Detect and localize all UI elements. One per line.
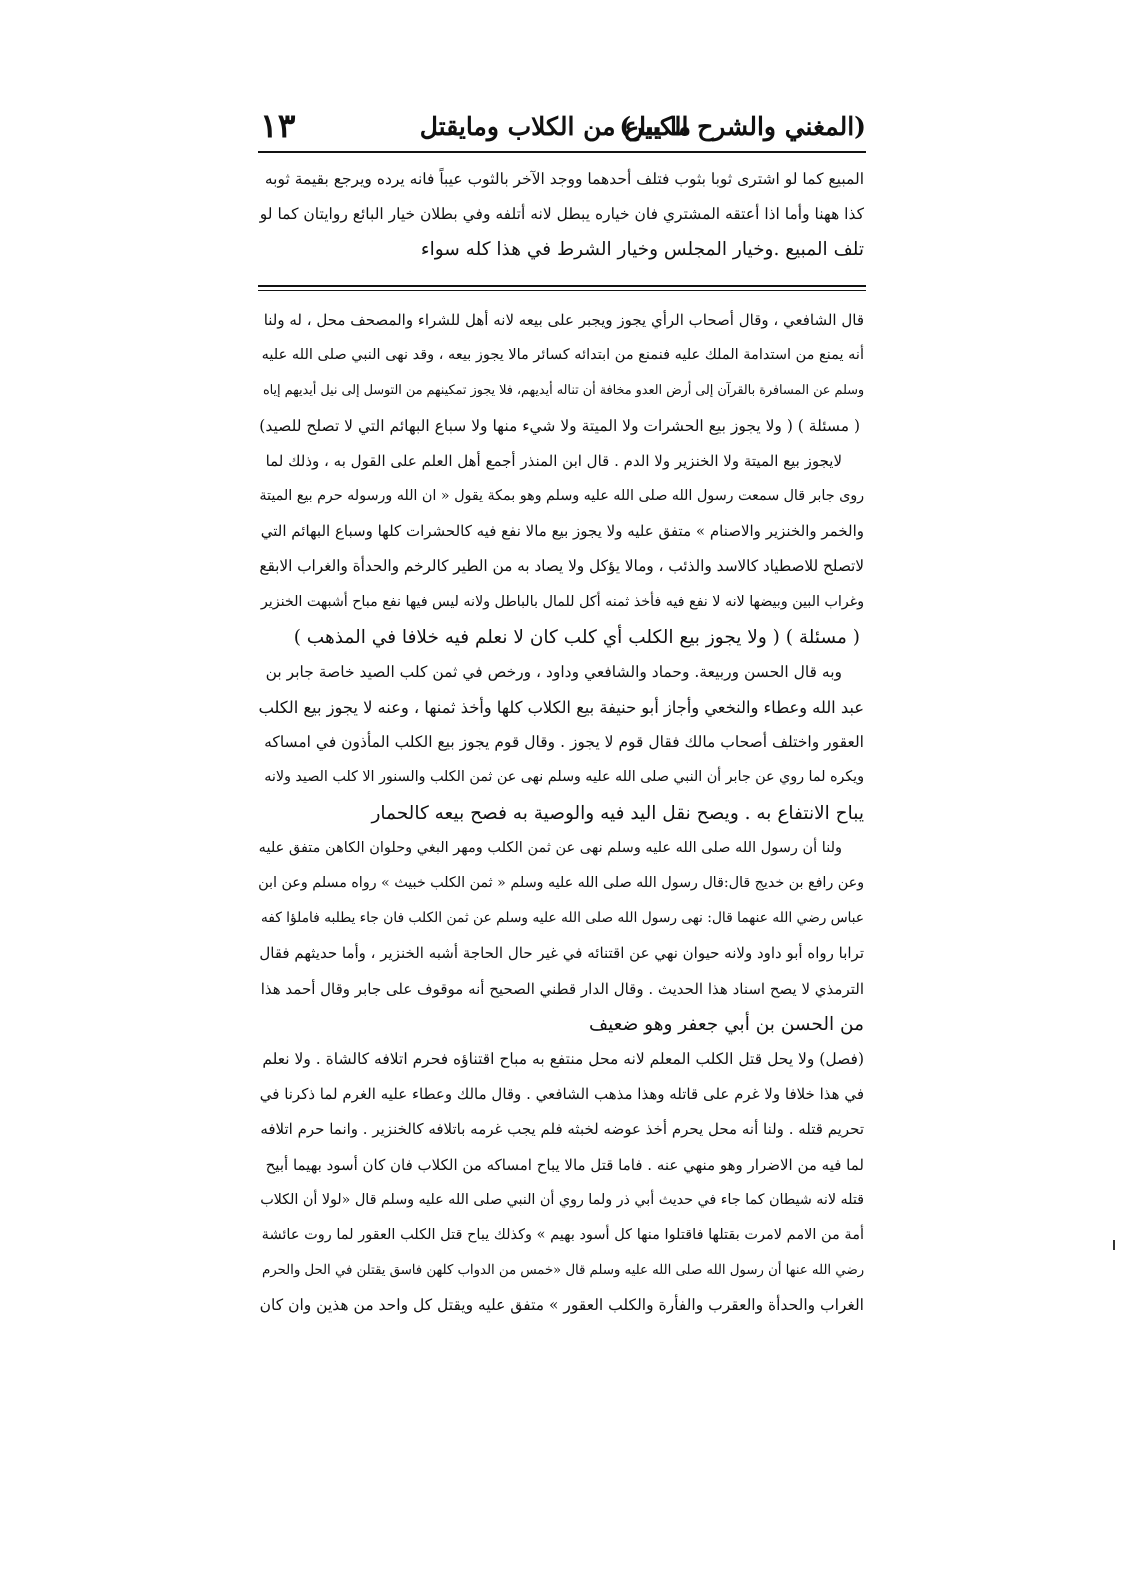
text-line: ترابا رواه أبو داود ولانه حيوان نهي عن اقتنائه في غير حال الحاجة أشبه الخنزير ، وأما حديثهم فقال (259, 944, 864, 963)
text-line: ويكره لما روي عن جابر أن النبي صلى الله عليه وسلم نهى عن ثمن الكلب والسنور الا كلب الصيد ولانه (264, 769, 864, 786)
text-line: عباس رضي الله عنهما قال: نهى رسول الله صلى الله عليه وسلم عن ثمن الكلب فان جاء يطلبه فاملؤا كفه (260, 910, 864, 927)
text-line: الترمذي لا يصح اسناد هذا الحديث . وقال الدار قطني الصحيح أنه موقوف على جابر وقال أحمد هذا (260, 979, 864, 998)
text-line: أنه يمنع من استدامة الملك عليه فنمنع من ابتدائه كسائر مالا يجوز بيعه ، وقد نهى النبي صلى الله عليه (261, 347, 864, 364)
page-number: ١٣ (260, 106, 296, 145)
text-line: وسلم عن المسافرة بالقرآن إلى أرض العدو مخافة أن تناله أيديهم، فلا يجوز تمكينهم من التوسل إلى نيل أيديهم إياه (262, 383, 864, 399)
text-line: المبيع كما لو اشترى ثوبا بثوب فتلف أحدهما ووجد الآخر بالثوب عيباً فانه يرده ويرجع بقيمة ثوبه (264, 170, 864, 188)
text-line: أمة من الامم لامرت بقتلها فاقتلوا منها كل أسود بهيم » وكذلك يباح قتل الكلب العقور لما روت عائشة (261, 1226, 864, 1243)
section-divider (258, 285, 866, 291)
text-line: لاتصلح للاصطياد كالاسد والذئب ، ومالا يؤكل ولا يصاد به من الطير كالرخم والحدأة والغراب الابقع (259, 557, 864, 576)
text-line: وغراب البين وبيضها لانه لا نفع فيه فأخذ ثمنه أكل للمال بالباطل ولانه ليس فيها نفع مباح أشبهت الخنزير (260, 593, 864, 610)
text-line: في هذا خلافا ولا غرم على قاتله وهذا مذهب الشافعي . وقال مالك وعطاء عليه الغرم لما ذكرنا في (259, 1085, 864, 1104)
text-line: رضي الله عنها أن رسول الله صلى الله عليه وسلم قال «خمس من الدواب كلهن فاسق يقتلن في الحل والحرم (262, 1263, 864, 1279)
text-line: تحريم قتله . ولنا أنه محل يحرم أخذ عوضه لخبثه فلم يجب غرمه باتلافه كالخنزير . وانما حرم اتلافه (260, 1120, 864, 1139)
section-title: ما يباع من الكلاب ومايقتل (419, 112, 691, 141)
text-line: عبد الله وعطاء والنخعي وأجاز أبو حنيفة بيع الكلاب كلها وأخذ ثمنها ، وعنه لا يجوز بيع الكلب (258, 698, 864, 718)
text-line: تلف المبيع .وخيار المجلس وخيار الشرط في هذا كله سواء (420, 239, 864, 260)
page-header (258, 108, 866, 148)
paragraph-start: ولنا أن رسول الله صلى الله عليه وسلم نهى عن ثمن الكلب ومهر البغي وحلوان الكاهن متفق عليه (258, 839, 842, 856)
fasl-heading: (فصل) ولا يحل قتل الكلب المعلم لانه محل منتفع به مباح اقتناؤه فحرم اتلافه كالشاة . ولا نعلم (262, 1049, 864, 1068)
text-line: لما فيه من الاضرار وهو منهي عنه . فاما قتل مالا يباح امساكه من الكلاب فان كان أسود بهيما أبيح (265, 1155, 864, 1174)
main-section (258, 303, 864, 1323)
text-line: روى جابر قال سمعت رسول الله صلى الله عليه وسلم وهو بمكة يقول « ان الله ورسوله حرم بيع الميتة (259, 487, 864, 504)
book-title: (المغني والشرح الكبير) (619, 112, 866, 141)
text-line: كذا ههنا وأما اذا أعتقه المشتري فان خياره يبطل لانه أتلفه وفي بطلان خيار البائع روايتان كما لو (259, 205, 864, 223)
text-line: قتله لانه شيطان كما جاء في حديث أبي ذر ولما روي أن النبي صلى الله عليه وسلم قال «لولا أن الكلاب (260, 1191, 864, 1208)
text-line: العقور واختلف أصحاب مالك فقال قوم لا يجوز . وقال قوم يجوز بيع الكلب المأذون في امساكه (264, 733, 864, 752)
text-line: والخمر والخنزير والاصنام » متفق عليه ولا يجوز بيع مالا نفع فيه كالحشرات كلها وسباع البهائم التي (260, 522, 864, 541)
text-line: وعن رافع بن خديج قال:قال رسول الله صلى الله عليه وسلم « ثمن الكلب خبيث » رواه مسلم وعن ابن (258, 875, 864, 891)
text-line: قال الشافعي ، وقال أصحاب الرأي يجوز ويجبر على بيعه لانه أهل للشراء والمصحف محل ، له ولنا (263, 311, 864, 329)
paragraph-start: وبه قال الحسن وربيعة. وحماد والشافعي وداود ، ورخص في ثمن كلب الصيد خاصة جابر بن (265, 662, 842, 681)
paragraph-start: لايجوز بيع الميتة ولا الخنزير ولا الدم . قال ابن المنذر أجمع أهل العلم على القول به ، وذلك لما (265, 451, 842, 470)
masala-heading: ( مسئلة ) ( ولا يجوز بيع الكلب أي كلب كان لا نعلم فيه خلافا في المذهب ) (293, 626, 860, 648)
text-line: من الحسن بن أبي جعفر وهو ضعيف (588, 1013, 864, 1035)
margin-mark (1113, 1240, 1115, 1250)
header-rule (258, 151, 866, 153)
top-section (258, 162, 864, 267)
text-line: الغراب والحدأة والعقرب والفأرة والكلب العقور » متفق عليه ويقتل كل واحد من هذين وان كان (259, 1296, 864, 1315)
masala-heading: ( مسئلة ) ( ولا يجوز بيع الحشرات ولا الميتة ولا شيء منها ولا سباع البهائم التي لا تصلح للصيد) (259, 416, 860, 435)
text-line: يباح الانتفاع به . ويصح نقل اليد فيه والوصية به فصح بيعه كالحمار (371, 802, 864, 824)
